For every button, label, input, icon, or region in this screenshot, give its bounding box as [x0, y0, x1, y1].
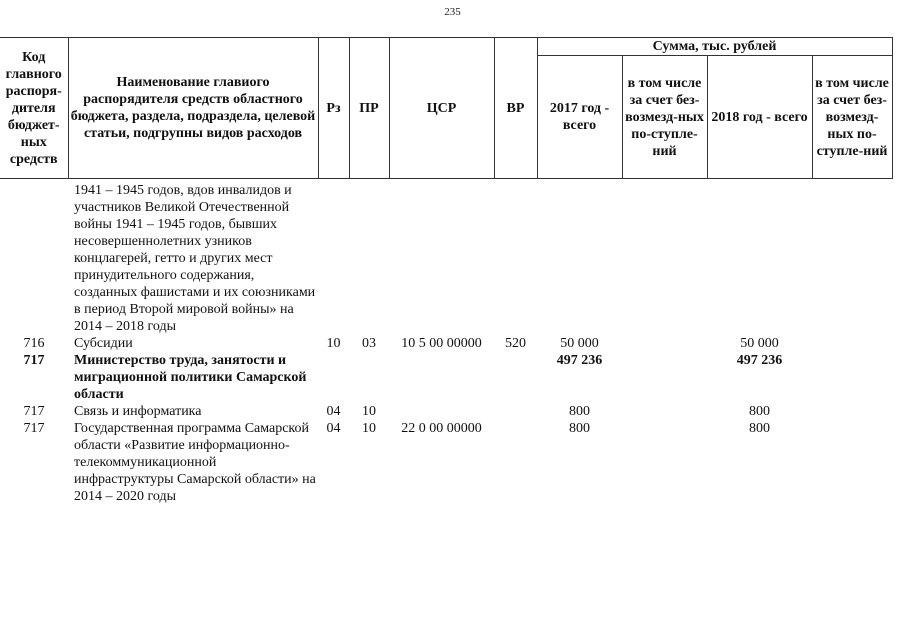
header-2018-total: 2018 год - всего	[707, 56, 812, 179]
cell-pr	[349, 352, 389, 403]
cell-2017-free	[622, 352, 707, 403]
cell-vr	[494, 352, 537, 403]
cell-name: Связь и информатика	[74, 404, 202, 419]
header-2018-free: в том числе за счет без-возмезд-ных по-ступле-ний	[812, 56, 892, 179]
cell-code: 716	[23, 336, 45, 351]
cell-rz	[318, 179, 349, 336]
cell-2018-free	[812, 420, 892, 505]
cell-2017-free	[622, 403, 707, 420]
cell-pr: 10	[362, 421, 376, 436]
table-row	[0, 335, 892, 352]
table-row	[0, 352, 892, 403]
header-csr: ЦСР	[389, 38, 494, 179]
cell-2017-free	[622, 420, 707, 505]
cell-vr	[494, 403, 537, 420]
cell-code	[0, 179, 68, 336]
cell-csr	[389, 352, 494, 403]
cell-2017-total	[537, 179, 622, 336]
table-header	[0, 38, 892, 179]
cell-2017-free	[622, 179, 707, 336]
table-body	[0, 179, 892, 506]
cell-name: Субсидии	[74, 336, 133, 351]
header-vr: ВР	[494, 38, 537, 179]
cell-2017-total: 50 000	[560, 336, 599, 351]
cell-name: 1941 – 1945 годов, вдов инвалидов и участников Великой Отечественной войны 1941 – 1945 годов, бывших несовершеннолетних узников концлагерей, гетто и других мест принудительного содержания, созданных фашистами и их союзниками в период Второй мировой войны» на 2014 – 2018 годы	[74, 183, 316, 334]
cell-2018-free	[812, 335, 892, 352]
cell-name: Государственная программа Самарской области «Развитие информационно-телекоммуникационной инфраструктуры Самарской области» на 2014 – 2020 годы	[74, 421, 316, 504]
header-2017-total: 2017 год - всего	[537, 56, 622, 179]
header-sum-group: Сумма, тыс. рублей	[537, 38, 892, 56]
header-name: Наименование главиого распорядителя средств областного бюджета, раздела, подраздела, целевой статьи, подгрупны видов расходов	[68, 38, 318, 179]
table-row	[0, 420, 892, 505]
table-row	[0, 403, 892, 420]
cell-2017-total: 497 236	[556, 353, 603, 368]
cell-code: 717	[23, 353, 45, 368]
cell-pr: 10	[362, 404, 376, 419]
cell-rz: 04	[326, 421, 341, 436]
cell-2018-total: 800	[749, 421, 770, 436]
cell-csr: 22 0 00 00000	[401, 421, 482, 436]
cell-rz: 10	[326, 336, 341, 351]
header-pr: ПР	[349, 38, 389, 179]
cell-2018-total: 497 236	[736, 353, 783, 368]
cell-2017-total: 800	[569, 421, 590, 436]
cell-csr	[389, 403, 494, 420]
cell-code: 717	[23, 421, 45, 436]
cell-rz: 04	[326, 404, 341, 419]
header-rz: Рз	[318, 38, 349, 179]
cell-rz	[318, 352, 349, 403]
page-number: 235	[444, 6, 461, 18]
cell-2018-total: 800	[749, 404, 770, 419]
cell-2017-free	[622, 335, 707, 352]
cell-2018-free	[812, 352, 892, 403]
cell-2018-free	[812, 403, 892, 420]
cell-2018-total: 50 000	[740, 336, 779, 351]
cell-csr	[389, 179, 494, 336]
cell-csr: 10 5 00 00000	[401, 336, 482, 351]
header-code: Код главного распоря-дителя бюджет-ных средств	[0, 38, 68, 179]
table-row	[0, 179, 892, 336]
budget-table	[0, 37, 893, 505]
cell-2018-total	[707, 179, 812, 336]
cell-pr: 03	[362, 336, 376, 351]
cell-vr	[494, 179, 537, 336]
cell-code: 717	[23, 404, 45, 419]
cell-2017-total: 800	[569, 404, 590, 419]
cell-vr: 520	[505, 336, 526, 351]
header-2017-free: в том числе за счет без-возмезд-ных по-ступле-ний	[622, 56, 707, 179]
cell-vr	[494, 420, 537, 505]
cell-2018-free	[812, 179, 892, 336]
cell-pr	[349, 179, 389, 336]
cell-name: Министерство труда, занятости и миграционной политики Самарской области	[74, 353, 307, 402]
